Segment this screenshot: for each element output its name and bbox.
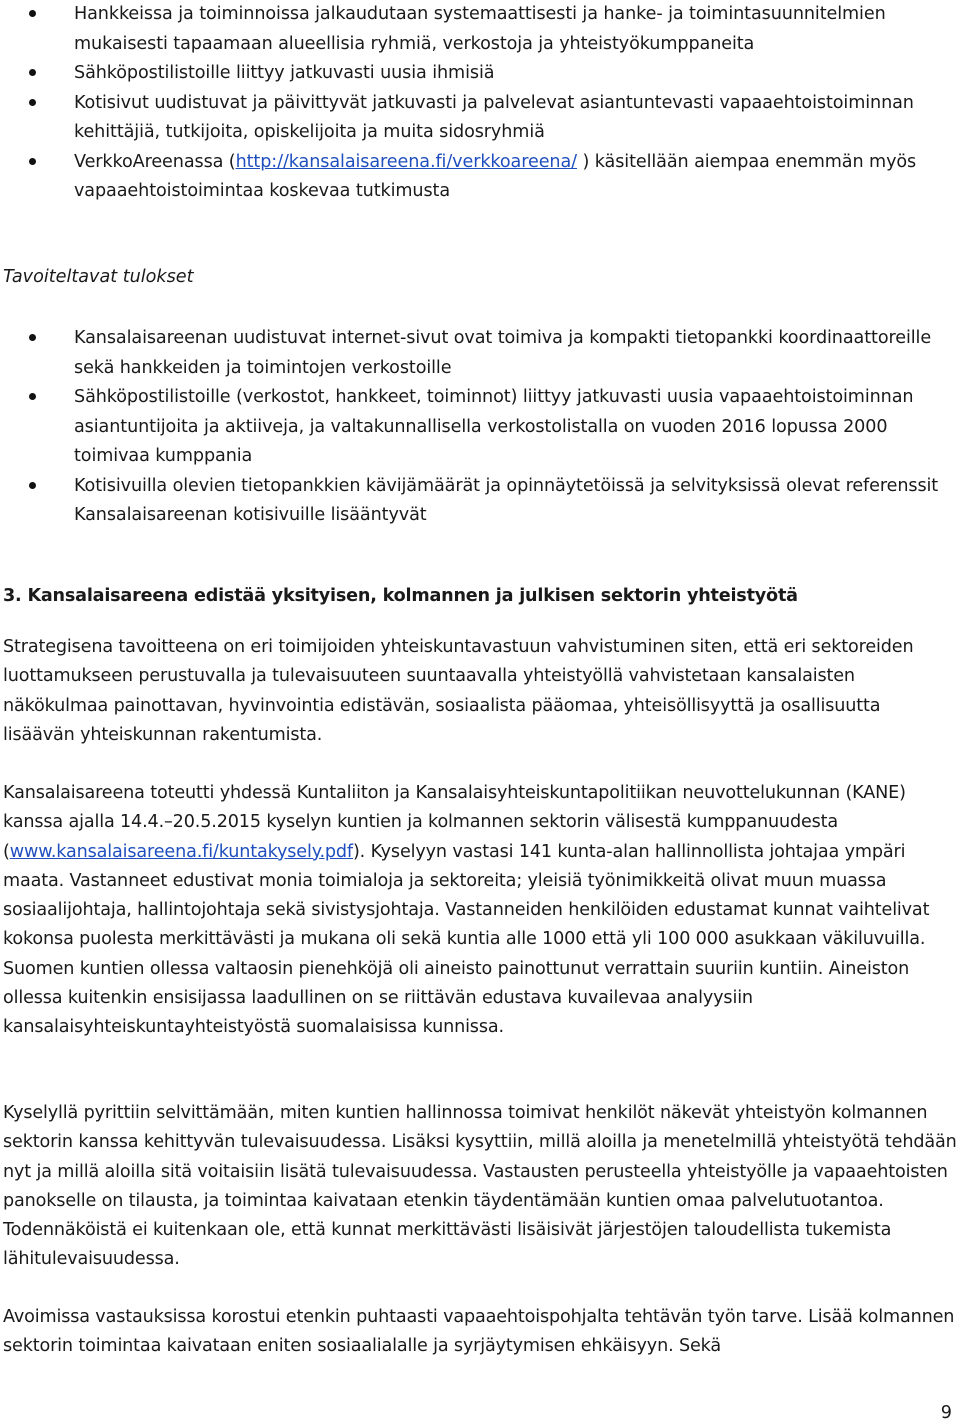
paragraph-survey	[3, 779, 957, 1043]
bullet-list-goals	[0, 0, 960, 207]
list-item-text-after: ) käsitellään aiempaa enemmän myös vapaaehtoistoimintaa koskevaa tutkimusta	[74, 151, 917, 201]
list-item	[0, 89, 960, 148]
paragraph-open-answers: Avoimissa vastauksissa korostui etenkin puhtaasti vapaaehtoispohjalta tehtävän työn tarve. Lisää kolmannen sektorin toimintaa kaivataan eniten sosiaalialalle ja syrjäytymisen ehkäisyyn. Sekä	[3, 1307, 955, 1357]
list-item-text: Kansalaisareenan uudistuvat internet-sivut ovat toimiva ja kompakti tietopankki koordinaattoreille sekä hankkeiden ja toimintojen verkostoille	[74, 328, 932, 378]
list-item-text-before: VerkkoAreenassa (	[74, 151, 236, 172]
list-item	[0, 324, 960, 383]
bullet-icon	[29, 99, 36, 106]
kuntakysely-link[interactable]: www.kansalaisareena.fi/kuntakysely.pdf	[9, 841, 353, 862]
list-item	[0, 0, 960, 59]
list-item	[0, 383, 960, 472]
list-item-text: Hankkeissa ja toiminnoissa jalkaudutaan systemaattisesti ja hanke- ja toimintasuunnitelmien mukaisesti tapaamaan alueellisia ryhmiä, verkostoja ja yhteistyökumppaneita	[74, 4, 886, 54]
bullet-icon	[29, 393, 36, 400]
paragraph-text-before: Kansalaisareena toteutti yhdessä Kuntaliiton ja Kansalaisyhteiskuntapolitiikan neuvottelukunnan (KANE) kanssa ajalla 14.4.–20.5.2015 kyselyn kuntien ja kolmannen sektorin välisestä kumppanuudesta (	[3, 783, 906, 862]
bullet-list-results	[0, 324, 960, 531]
bullet-icon	[29, 69, 36, 76]
paragraph-text-after: ). Kyselyyn vastasi 141 kunta-alan hallinnollista johtajaa ympäri maata. Vastanneet edustivat monia toimialoja ja sektoreita; yleisiä työnimikkeitä olivat muun muassa sosiaalijohtaja, hallintojohtaja sekä sivistysjohtaja. Vastanneiden henkilöiden edustamat kunnat vaihtelivat kokonsa puolesta merkittävästi ja mukana oli sekä kuntia alle 1000 että yli 100 000 asukkaan väkiluvuilla. Suomen kuntien ollessa valtaosin pienehköjä oli aineisto painottunut verrattain suuriin kuntiin. Aineiston ollessa kuitenkin ensisijassa laadullinen on se riittävän edustava kuvailevaa analyysiin kansalaisyhteiskuntayhteistyöstä suomalaisissa kunnissa.	[3, 841, 930, 1038]
paragraph-findings: Kyselyllä pyrittiin selvittämään, miten kuntien hallinnossa toimivat henkilöt näkevät yhteistyön kolmannen sektorin kanssa kehittyvän tulevaisuudessa. Lisäksi kysyttiin, millä aloilla ja menetelmillä yhteistyötä tehdään nyt ja millä aloilla sitä voitaisiin lisätä tulevaisuudessa. Vastausten perusteella yhteistyölle ja vapaaehtoisten panokselle on tilausta, ja toimintaa kaivataan etenkin täydentämään kuntien omaa palvelutuotantoa. Todennäköistä ei kuitenkaan ole, että kunnat merkittävästi lisäisivät järjestöjen taloudellista tukemista lähitulevaisuudessa.	[3, 1103, 957, 1270]
bullet-icon	[29, 334, 36, 341]
list-item	[0, 148, 960, 207]
list-item-text: Sähköpostilistoille liittyy jatkuvasti uusia ihmisiä	[74, 63, 495, 83]
verkkoareena-link[interactable]: http://kansalaisareena.fi/verkkoareena/	[235, 151, 577, 172]
list-item	[0, 472, 960, 531]
list-item	[0, 59, 960, 89]
bullet-icon	[29, 10, 36, 17]
page-number: 9	[940, 1403, 952, 1423]
bullet-icon	[29, 158, 36, 165]
list-item-text: Kotisivuilla olevien tietopankkien kävijämäärät ja opinnäytetöissä ja selvityksissä olevat referenssit Kansalaisareenan kotisivuille lisääntyvät	[74, 475, 939, 525]
list-item-text: Kotisivut uudistuvat ja päivittyvät jatkuvasti ja palvelevat asiantuntevasti vapaaehtoistoiminnan kehittäjiä, tutkijoita, opiskelijoita ja muita sidosryhmiä	[74, 92, 914, 142]
list-item-text: Sähköpostilistoille (verkostot, hankkeet, toiminnot) liittyy jatkuvasti uusia vapaaehtoistoiminnan asiantuntijoita ja aktiiveja, ja valtakunnallisella verkostolistalla on vuoden 2016 lopussa 2000 toimivaa kumppania	[74, 387, 914, 466]
results-heading: Tavoiteltavat tulokset	[3, 267, 194, 287]
section-heading: 3. Kansalaisareena edistää yksityisen, kolmannen ja julkisen sektorin yhteistyötä	[3, 586, 798, 606]
bullet-icon	[29, 482, 36, 489]
paragraph-strategy: Strategisena tavoitteena on eri toimijoiden yhteiskuntavastuun vahvistuminen siten, että eri sektoreiden luottamukseen perustuvalla ja tulevaisuuteen suuntaavalla yhteistyöllä vahvistetaan kansalaisten näkökulmaa painottavan, hyvinvointia edistävän, sosiaalista pääomaa, yhteisöllisyyttä ja osallisuutta lisäävän yhteiskunnan rakentumista.	[3, 637, 914, 745]
